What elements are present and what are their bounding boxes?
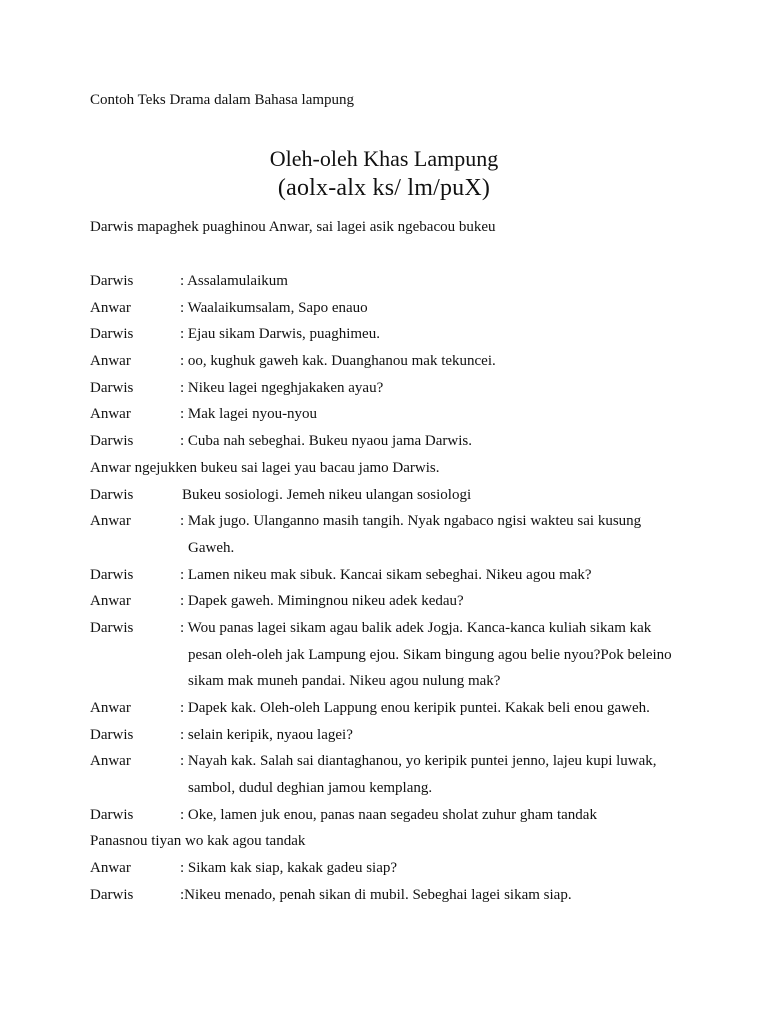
- speaker-name: Anwar: [90, 860, 131, 877]
- speaker-name: Anwar: [90, 753, 131, 770]
- speaker-name: Darwis: [90, 566, 134, 583]
- dialogue-continuation-row: [0, 645, 768, 672]
- speaker-name: Darwis: [90, 433, 134, 450]
- dialogue-row: [0, 511, 768, 538]
- dialogue-text: : Waalaikumsalam, Sapo enauo: [180, 299, 368, 316]
- dialogue-text: : Mak jugo. Ulanganno masih tangih. Nyak ngabaco ngisi wakteu sai kusung: [180, 513, 642, 530]
- dialogue-row: [0, 698, 768, 725]
- dialogue-text: : Assalamulaikum: [180, 273, 288, 289]
- dialogue-text: : Ejau sikam Darwis, puaghimeu.: [180, 326, 380, 343]
- dialogue-text: pesan oleh-oleh jak Lampung ejou. Sikam bingung agou belie nyou?Pok beleino: [188, 646, 672, 663]
- dialogue-row: [0, 298, 768, 325]
- speaker-name: Anwar: [90, 299, 131, 316]
- dialogue-row: [0, 885, 768, 912]
- dialogue-row: [0, 351, 768, 378]
- dialogue-row: [0, 725, 768, 752]
- dialogue-text: : Cuba nah sebeghai. Bukeu nyaou jama Darwis.: [180, 433, 473, 450]
- dialogue-row: [0, 805, 768, 832]
- dialogue-text: : Dapek gaweh. Mimingnou nikeu adek kedau?: [180, 593, 464, 610]
- dialogue-text: : Lamen nikeu mak sibuk. Kancai sikam sebeghai. Nikeu agou mak?: [180, 566, 592, 583]
- dialogue-text: : selain keripik, nyaou lagei?: [180, 726, 353, 743]
- dialogue-row: [0, 485, 768, 512]
- dialogue-row: [0, 404, 768, 431]
- narration-row: [0, 831, 768, 858]
- dialogue-row: [0, 858, 768, 885]
- dialogue-text: :Nikeu menado, penah sikan di mubil. Sebeghai lagei sikam siap.: [180, 886, 572, 903]
- dialogue-row: [0, 271, 768, 298]
- narration-row: [0, 458, 768, 485]
- dialogue-text: : oo, kughuk gaweh kak. Duanghanou mak tekuncei.: [180, 353, 496, 370]
- speaker-name: Darwis: [90, 486, 134, 503]
- dialogue-row: [0, 565, 768, 592]
- dialogue-text: : Wou panas lagei sikam agau balik adek Jogja. Kanca-kanca kuliah sikam kak: [180, 619, 652, 636]
- dialogue-row: [0, 378, 768, 405]
- dialogue-row: [0, 324, 768, 351]
- dialogue-text: : Nikeu lagei ngeghjakaken ayau?: [180, 379, 384, 396]
- document-heading: Contoh Teks Drama dalam Bahasa lampung: [90, 92, 355, 108]
- speaker-name: Darwis: [90, 326, 134, 343]
- speaker-name: Anwar: [90, 513, 131, 530]
- speaker-name: Darwis: [90, 379, 134, 396]
- speaker-name: Anwar: [90, 593, 131, 610]
- dialogue-text: Gaweh.: [188, 539, 235, 556]
- dialogue-text: : Dapek kak. Oleh-oleh Lappung enou keripik puntei. Kakak beli enou gaweh.: [180, 700, 650, 716]
- dialogue-continuation-row: [0, 538, 768, 565]
- dialogue-row: [0, 431, 768, 458]
- speaker-name: Anwar: [90, 406, 131, 423]
- dialogue-row: [0, 591, 768, 618]
- dialogue-text: : Nayah kak. Salah sai diantaghanou, yo keripik puntei jenno, lajeu kupi luwak,: [180, 753, 657, 770]
- dialogue-row: [0, 618, 768, 645]
- dialogue-text: sambol, dudul deghian jamou kemplang.: [188, 780, 433, 797]
- speaker-name: Darwis: [90, 726, 134, 743]
- speaker-name: Anwar: [90, 353, 131, 370]
- intro-narration: Darwis mapaghek puaghinou Anwar, sai lagei asik ngebacou bukeu: [90, 219, 496, 235]
- speaker-name: Darwis: [90, 619, 134, 636]
- dialogue-text: : Oke, lamen juk enou, panas naan segadeu sholat zuhur gham tandak: [180, 806, 597, 823]
- speaker-name: Darwis: [90, 886, 134, 903]
- stage-direction: Anwar ngejukken bukeu sai lagei yau bacau jamo Darwis.: [90, 459, 440, 476]
- dialogue-continuation-row: [0, 671, 768, 698]
- speaker-name: Darwis: [90, 806, 134, 823]
- drama-title: Oleh-oleh Khas Lampung: [269, 146, 499, 171]
- speaker-name: Anwar: [90, 700, 131, 716]
- dialogue-text: sikam mak muneh pandai. Nikeu agou nulung mak?: [188, 673, 501, 690]
- speaker-name: Darwis: [90, 273, 134, 289]
- dialogue-text: Bukeu sosiologi. Jemeh nikeu ulangan sosiologi: [182, 486, 472, 503]
- stage-direction: Panasnou tiyan wo kak agou tandak: [90, 833, 306, 850]
- dialogue-text: : Mak lagei nyou-nyou: [180, 406, 318, 423]
- dialogue-list: [0, 271, 768, 912]
- drama-title-lampung-script: (aolx-alx ks/ lm/puX): [277, 175, 491, 201]
- dialogue-continuation-row: [0, 778, 768, 805]
- dialogue-text: : Sikam kak siap, kakak gadeu siap?: [180, 860, 398, 877]
- dialogue-row: [0, 751, 768, 778]
